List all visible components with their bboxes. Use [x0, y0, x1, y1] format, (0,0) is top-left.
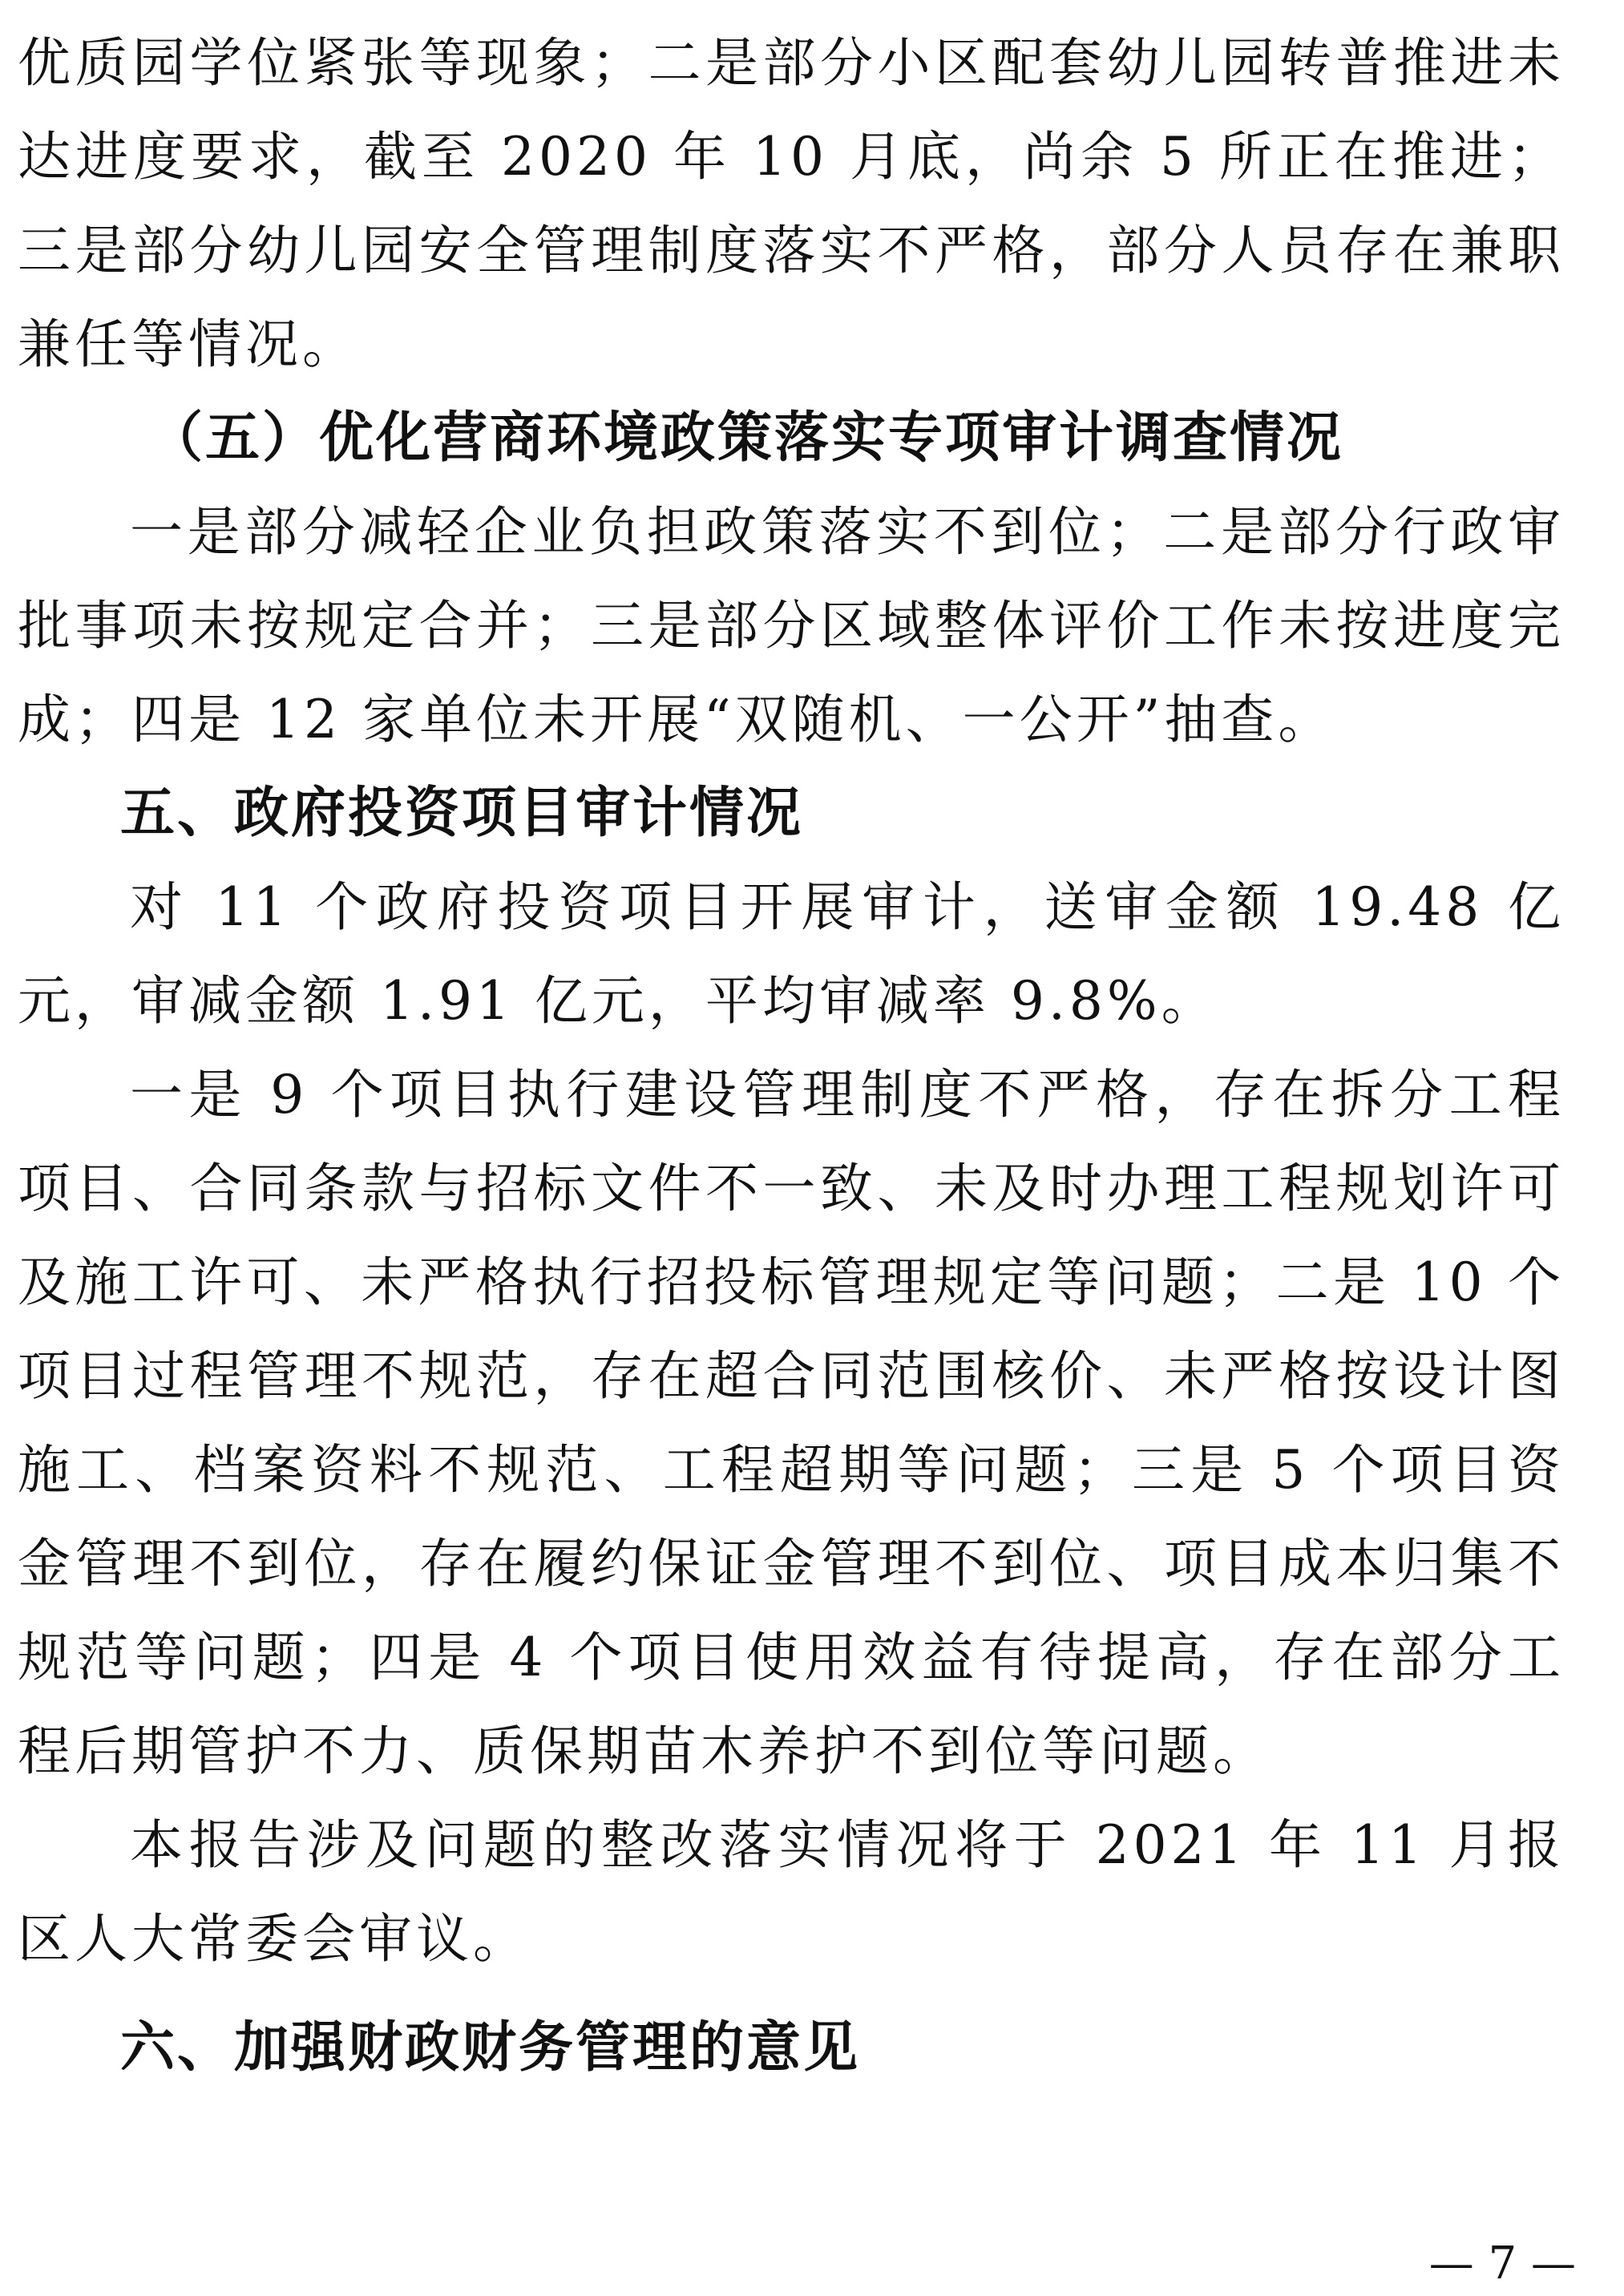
paragraph-investment-summary: 对 11 个政府投资项目开展审计，送审金额 19.48 亿元，审减金额 1.91 亿元，平均审减率 9.8%。: [18, 876, 1565, 1032]
section-heading-business-environment: （五）优化营商环境政策落实专项审计调查情况: [148, 406, 1344, 470]
paragraph-preschool-issues: 优质园学位紧张等现象；二是部分小区配套幼儿园转普推进未达进度要求，截至 2020 年 10 月底，尚余 5 所正在推进；三是部分幼儿园安全管理制度落实不严格，部分人员存在兼职兼任等情况。: [18, 32, 1565, 375]
section-heading-government-investment: 五、政府投资项目审计情况: [120, 782, 804, 845]
paragraph-investment-issues: 一是 9 个项目执行建设管理制度不严格，存在拆分工程项目、合同条款与招标文件不一致、未及时办理工程规划许可及施工许可、未严格执行招投标管理规定等问题；二是 10 个项目过程管理不规范，存在超合同范围核价、未严格按设计图施工、档案资料不规范、工程超期等问题；三是 5 个项目资金管理不到位，存在履约保证金管理不到位、项目成本归集不规范等问题；四是 4 个项目使用效益有待提高，存在部分工程后期管护不力、质保期苗木养护不到位等问题。: [18, 1064, 1565, 1782]
section-heading-financial-management: 六、加强财政财务管理的意见: [120, 2016, 861, 2080]
page-number: — 7 —: [1428, 2237, 1576, 2290]
paragraph-rectification-report: 本报告涉及问题的整改落实情况将于 2021 年 11 月报区人大常委会审议。: [18, 1814, 1565, 1970]
paragraph-business-environment-issues: 一是部分减轻企业负担政策落实不到位；二是部分行政审批事项未按规定合并；三是部分区域整体评价工作未按进度完成；四是 12 家单位未开展“双随机、一公开”抽查。: [18, 501, 1565, 750]
